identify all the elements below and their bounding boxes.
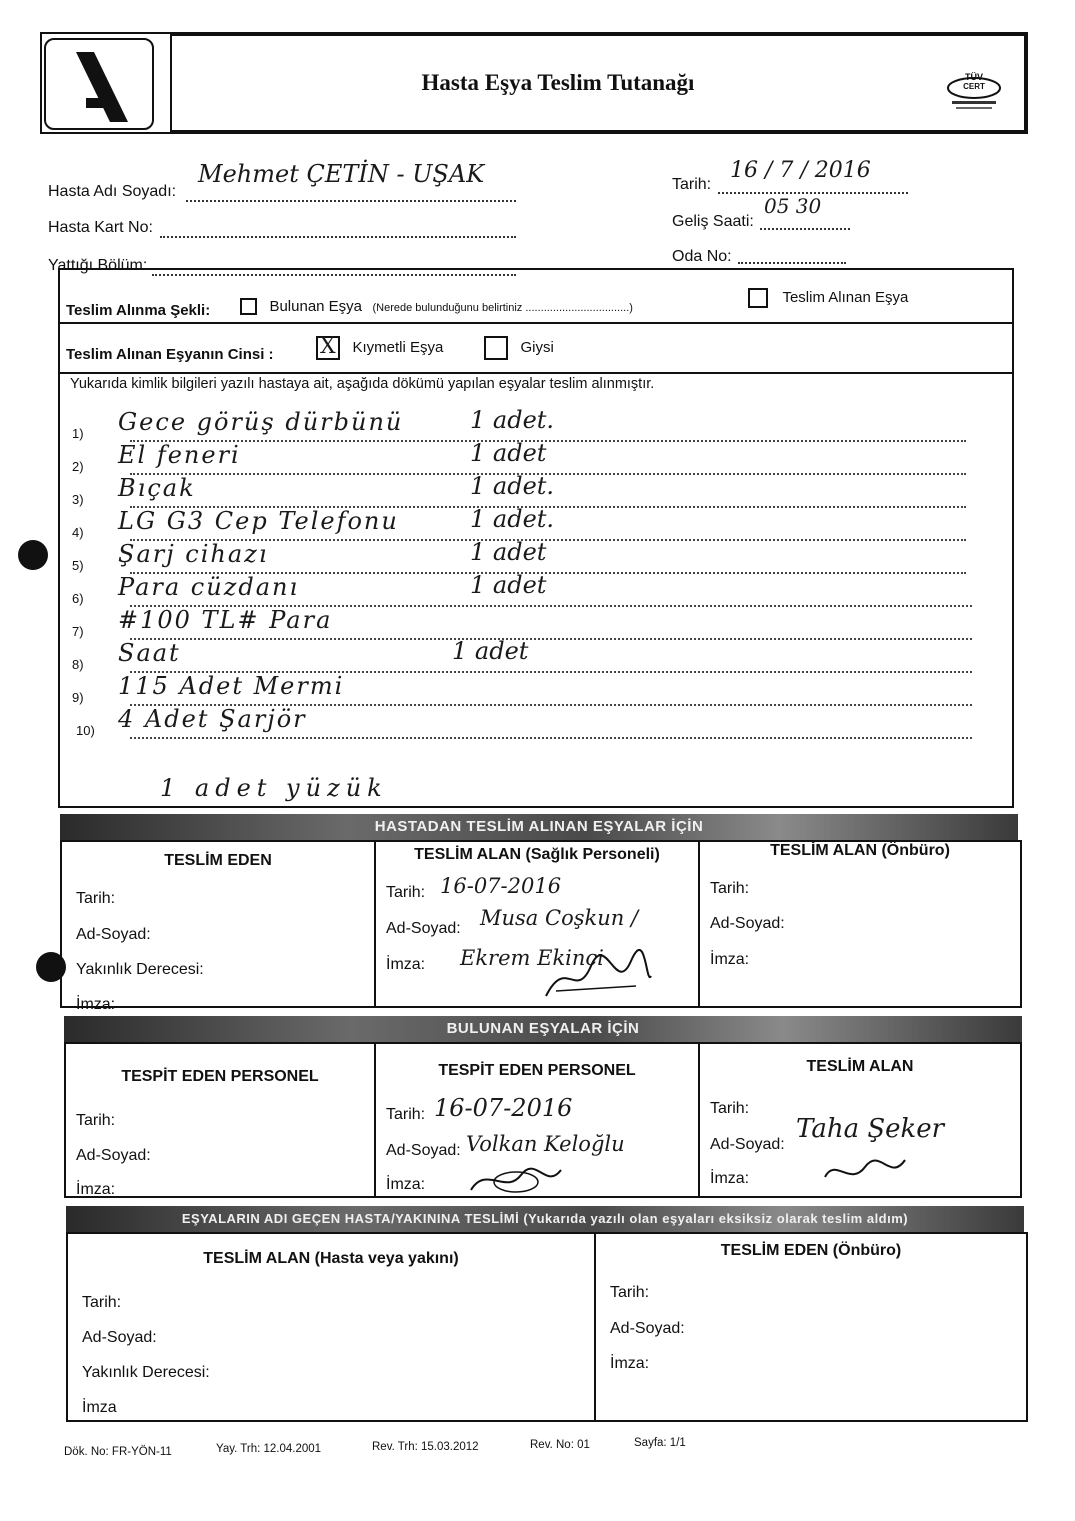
date-value: 16 / 7 / 2016 (730, 158, 871, 183)
section3-col1-adsoyad: Ad-Soyad: (82, 1329, 157, 1346)
valuable-label: Kıymetli Eşya (352, 339, 444, 357)
section2-col3-tarih: Tarih: (710, 1100, 750, 1117)
valuable-option[interactable] (316, 336, 443, 360)
item-quantity: 1 adet (452, 637, 529, 665)
section3-col2-adsoyad: Ad-Soyad: (610, 1320, 685, 1337)
found-option[interactable] (240, 298, 633, 316)
method-row (60, 270, 1012, 324)
item-number: 9) (72, 690, 84, 705)
received-checkbox[interactable] (748, 288, 768, 308)
section1-band: HASTADAN TESLİM ALINAN EŞYALAR İÇİN (60, 814, 1018, 840)
section2-col2-adsoyad: Ad-Soyad: (386, 1142, 461, 1159)
clothing-option[interactable] (484, 336, 554, 360)
section3-col2 (596, 1234, 1026, 1420)
extra-item: 1 adet yüzük (160, 774, 388, 802)
statement-text: Yukarıda kimlik bilgileri yazılı hastaya ait, aşağıda dökümü yapılan eşyalar teslim alınmıştır. (70, 376, 655, 392)
tuv-cert-badge (946, 74, 1002, 114)
section2-col1-imza: İmza: (76, 1181, 116, 1198)
item-quantity: 1 adet (470, 439, 547, 467)
items-box (58, 268, 1014, 808)
section2-band: BULUNAN EŞYALAR İÇİN (64, 1016, 1022, 1042)
title-box (170, 34, 1026, 132)
valuable-mark: X (320, 334, 336, 359)
section2-col3-title: TESLİM ALAN (806, 1058, 914, 1075)
punch-hole-icon (18, 540, 48, 570)
found-label: Bulunan Eşya (269, 298, 363, 315)
company-logo-icon (46, 40, 152, 128)
item-description: Gece görüş dürbünü (118, 408, 404, 436)
section1-col2-imza: İmza: (386, 956, 426, 973)
section3-col1-yakinlik: Yakınlık Derecesi: (82, 1364, 210, 1381)
section1-col1-adsoyad: Ad-Soyad: (76, 926, 151, 943)
section2-col3-adsoyad: Ad-Soyad: (710, 1136, 785, 1153)
item-description: 4 Adet Şarjör (118, 705, 307, 733)
item-description: Saat (118, 639, 181, 667)
footer-rev-no: Rev. No: 01 (530, 1439, 590, 1451)
item-description: LG G3 Cep Telefonu (118, 507, 399, 535)
section2-col2 (376, 1044, 700, 1196)
section1-col3-adsoyad: Ad-Soyad: (710, 915, 785, 932)
footer-rev-date: Rev. Trh: 15.03.2012 (372, 1441, 479, 1453)
section2-box (64, 1042, 1022, 1198)
item-number: 1) (72, 426, 84, 441)
method-label: Teslim Alınma Şekli: (66, 302, 211, 319)
item-description: #100 TL# Para (118, 606, 333, 634)
section2-col1-adsoyad: Ad-Soyad: (76, 1147, 151, 1164)
item-quantity: 1 adet. (470, 505, 555, 533)
valuable-checkbox[interactable] (316, 336, 340, 360)
patient-card-line (160, 218, 516, 238)
type-row (60, 322, 1012, 374)
section1-col3-tarih: Tarih: (710, 880, 750, 897)
section2-col2-tarih: Tarih: (386, 1106, 426, 1123)
section1-col3-imza: İmza: (710, 951, 750, 968)
arrival-time-value: 05 30 (764, 194, 822, 218)
section1-col1-yakinlik: Yakınlık Derecesi: (76, 961, 204, 978)
patient-card-label: Hasta Kart No: (48, 219, 153, 236)
section1-col1-imza: İmza: (76, 996, 116, 1013)
section2-col2-adsoyad-value: Volkan Keloğlu (466, 1132, 625, 1156)
section1-col2-title: TESLİM ALAN (Sağlık Personeli) (414, 846, 660, 863)
item-description: 115 Adet Mermi (118, 672, 345, 700)
footer-page: Sayfa: 1/1 (634, 1437, 686, 1449)
tuv-text: TÜV (965, 72, 983, 82)
signature-icon (536, 946, 656, 1006)
header-box (40, 32, 1028, 134)
section2-col3 (700, 1044, 1020, 1196)
date-label: Tarih: (672, 176, 712, 193)
logo-box (44, 38, 154, 130)
section2-col1 (66, 1044, 376, 1196)
item-number: 3) (72, 492, 84, 507)
page-title: Hasta Eşya Teslim Tutanağı (421, 70, 695, 95)
patient-name-label: Hasta Adı Soyadı: (48, 183, 177, 200)
item-number: 7) (72, 624, 84, 639)
item-quantity: 1 adet. (470, 472, 555, 500)
section1-col2-tarih-value: 16-07-2016 (440, 874, 562, 898)
section2-col3-adsoyad-value: Taha Şeker (796, 1114, 945, 1144)
section1-col1-title: TESLİM EDEN (164, 852, 272, 869)
list-item (60, 608, 1012, 641)
room-line (738, 246, 846, 264)
item-description: Şarj cihazı (118, 540, 269, 568)
section3-col1 (68, 1234, 596, 1420)
item-line (130, 447, 966, 475)
section1-col3 (700, 842, 1020, 1006)
footer-doc-no: Dök. No: FR-YÖN-11 (64, 1446, 172, 1458)
section1-col2 (376, 842, 700, 1006)
item-number: 10) (76, 723, 95, 738)
list-item (60, 637, 1012, 674)
item-quantity: 1 adet. (470, 406, 555, 434)
section3-col2-imza: İmza: (610, 1355, 650, 1372)
section3-col2-title: TESLİM EDEN (Önbüro) (720, 1242, 902, 1259)
section2-col1-tarih: Tarih: (76, 1112, 116, 1129)
section3-col2-tarih: Tarih: (610, 1284, 650, 1301)
section3-col1-imza: İmza (82, 1399, 117, 1416)
section1-col2-adsoyad-value: Musa Coşkun / (480, 906, 639, 930)
section1-box (60, 840, 1022, 1013)
item-description: El feneri (118, 441, 241, 469)
item-description: Bıçak (118, 474, 196, 502)
section3-band: EŞYALARIN ADI GEÇEN HASTA/YAKININA TESLİMİ (Yukarıda yazılı olan eşyaları eksiksiz olarak teslim aldım) (66, 1206, 1024, 1232)
section2-col2-tarih-value: 16-07-2016 (434, 1094, 573, 1122)
item-number: 5) (72, 558, 84, 573)
section3-box (66, 1232, 1028, 1422)
section1-col2-tarih: Tarih: (386, 884, 426, 901)
received-option[interactable] (748, 288, 908, 308)
list-item (60, 707, 1012, 740)
footer-pub-date: Yay. Trh: 12.04.2001 (216, 1443, 322, 1455)
section2-col3-imza: İmza: (710, 1170, 750, 1187)
punch-hole-icon (36, 952, 66, 982)
received-label: Teslim Alınan Eşya (782, 289, 909, 307)
signature-icon (466, 1160, 566, 1200)
list-item (60, 571, 1012, 608)
section3-col1-tarih: Tarih: (82, 1294, 122, 1311)
found-checkbox[interactable] (240, 298, 257, 315)
signature-icon (820, 1152, 910, 1192)
section2-col2-title: TESPİT EDEN PERSONEL (438, 1062, 636, 1079)
found-note: (Nerede bulunduğunu belirtiniz ..................................) (372, 302, 633, 314)
section2-col1-title: TESPİT EDEN PERSONEL (121, 1068, 319, 1085)
item-number: 6) (72, 591, 84, 606)
list-item (60, 674, 1012, 707)
clothing-label: Giysi (520, 339, 554, 357)
clothing-checkbox[interactable] (484, 336, 508, 360)
item-quantity: 1 adet (470, 538, 547, 566)
section1-col2-adsoyad: Ad-Soyad: (386, 920, 461, 937)
room-label: Oda No: (672, 248, 732, 265)
section1-col1-tarih: Tarih: (76, 890, 116, 907)
section1-col3-title: TESLİM ALAN (Önbüro) (770, 842, 950, 859)
item-line (130, 645, 972, 673)
item-number: 2) (72, 459, 84, 474)
type-label: Teslim Alınan Eşyanın Cinsi : (66, 346, 274, 363)
item-number: 8) (72, 657, 84, 672)
cert-text: CERT (963, 82, 985, 91)
section1-col2-imza-value: Ekrem Ekinci (460, 946, 604, 970)
section2-col2-imza: İmza: (386, 1176, 426, 1193)
patient-name-value: Mehmet ÇETİN - UŞAK (198, 160, 485, 188)
arrival-time-label: Geliş Saati: (672, 213, 754, 230)
patient-ward-label: Yattığı Bölüm: (48, 257, 148, 274)
item-description: Para cüzdanı (118, 573, 300, 601)
item-quantity: 1 adet (470, 571, 547, 599)
section1-col1 (62, 842, 376, 1013)
section3-col1-title: TESLİM ALAN (Hasta veya yakını) (203, 1250, 459, 1267)
item-number: 4) (72, 525, 84, 540)
